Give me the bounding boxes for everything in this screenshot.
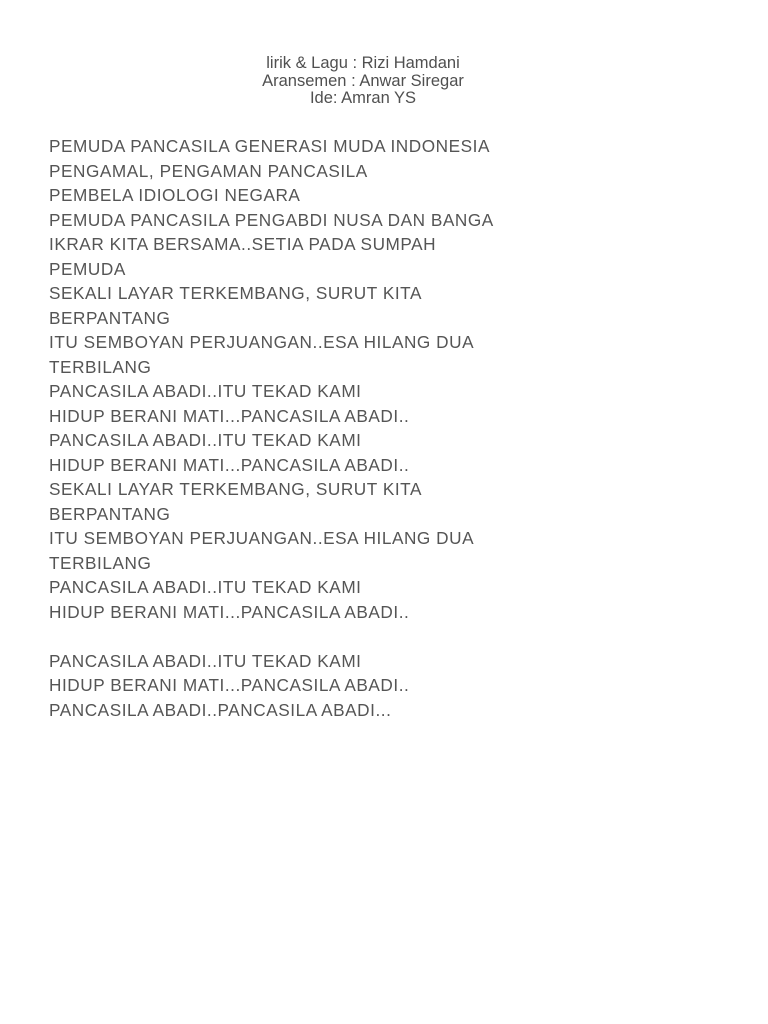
stanza-1 xyxy=(49,134,749,624)
lyric-line: PANCASILA ABADI..ITU TEKAD KAMI xyxy=(49,577,362,597)
arrangement-credit: Aransemen : Anwar Siregar xyxy=(262,71,464,90)
lyric-line: PANCASILA ABADI..ITU TEKAD KAMI xyxy=(49,430,362,450)
idea-credit: Ide: Amran YS xyxy=(309,89,417,107)
lyric-line: PANCASILA ABADI..ITU TEKAD KAMI xyxy=(49,650,362,671)
lyric-line: PENGAMAL, PENGAMAN PANCASILA xyxy=(49,160,368,181)
lyrics-music-credit: lirik & Lagu : Rizi Hamdani xyxy=(266,54,460,72)
stanza-2 xyxy=(49,649,749,723)
lyric-line: HIDUP BERANI MATI...PANCASILA ABADI.. xyxy=(49,454,410,475)
lyric-line: HIDUP BERANI MATI...PANCASILA ABADI.. xyxy=(49,405,410,426)
song-credits xyxy=(0,55,726,108)
stanza-break xyxy=(49,624,749,649)
lyric-line: PEMUDA PANCASILA GENERASI MUDA INDONESIA xyxy=(49,136,490,156)
lyric-line: SEKALI LAYAR TERKEMBANG, SURUT KITA xyxy=(49,283,422,303)
lyric-line: HIDUP BERANI MATI...PANCASILA ABADI.. xyxy=(49,675,410,695)
lyric-line: IKRAR KITA BERSAMA..SETIA PADA SUMPAH xyxy=(49,234,437,254)
lyric-line: BERPANTANG xyxy=(49,307,171,328)
lyric-line: PANCASILA ABADI..ITU TEKAD KAMI xyxy=(49,381,362,401)
lyric-line: TERBILANG xyxy=(49,356,152,377)
lyric-line: ITU SEMBOYAN PERJUANGAN..ESA HILANG DUA xyxy=(49,332,475,352)
lyric-line: PEMUDA PANCASILA PENGABDI NUSA DAN BANGA xyxy=(49,209,494,230)
lyric-line: HIDUP BERANI MATI...PANCASILA ABADI.. xyxy=(49,601,410,622)
lyric-line: ITU SEMBOYAN PERJUANGAN..ESA HILANG DUA xyxy=(49,528,475,548)
lyric-line: SEKALI LAYAR TERKEMBANG, SURUT KITA xyxy=(49,479,422,499)
song-lyrics xyxy=(49,134,749,722)
lyric-line: PEMUDA xyxy=(49,258,126,279)
lyric-line: PANCASILA ABADI..PANCASILA ABADI... xyxy=(49,699,392,720)
lyric-line: TERBILANG xyxy=(49,552,152,573)
lyric-line: BERPANTANG xyxy=(49,503,171,524)
lyric-line: PEMBELA IDIOLOGI NEGARA xyxy=(49,185,301,205)
